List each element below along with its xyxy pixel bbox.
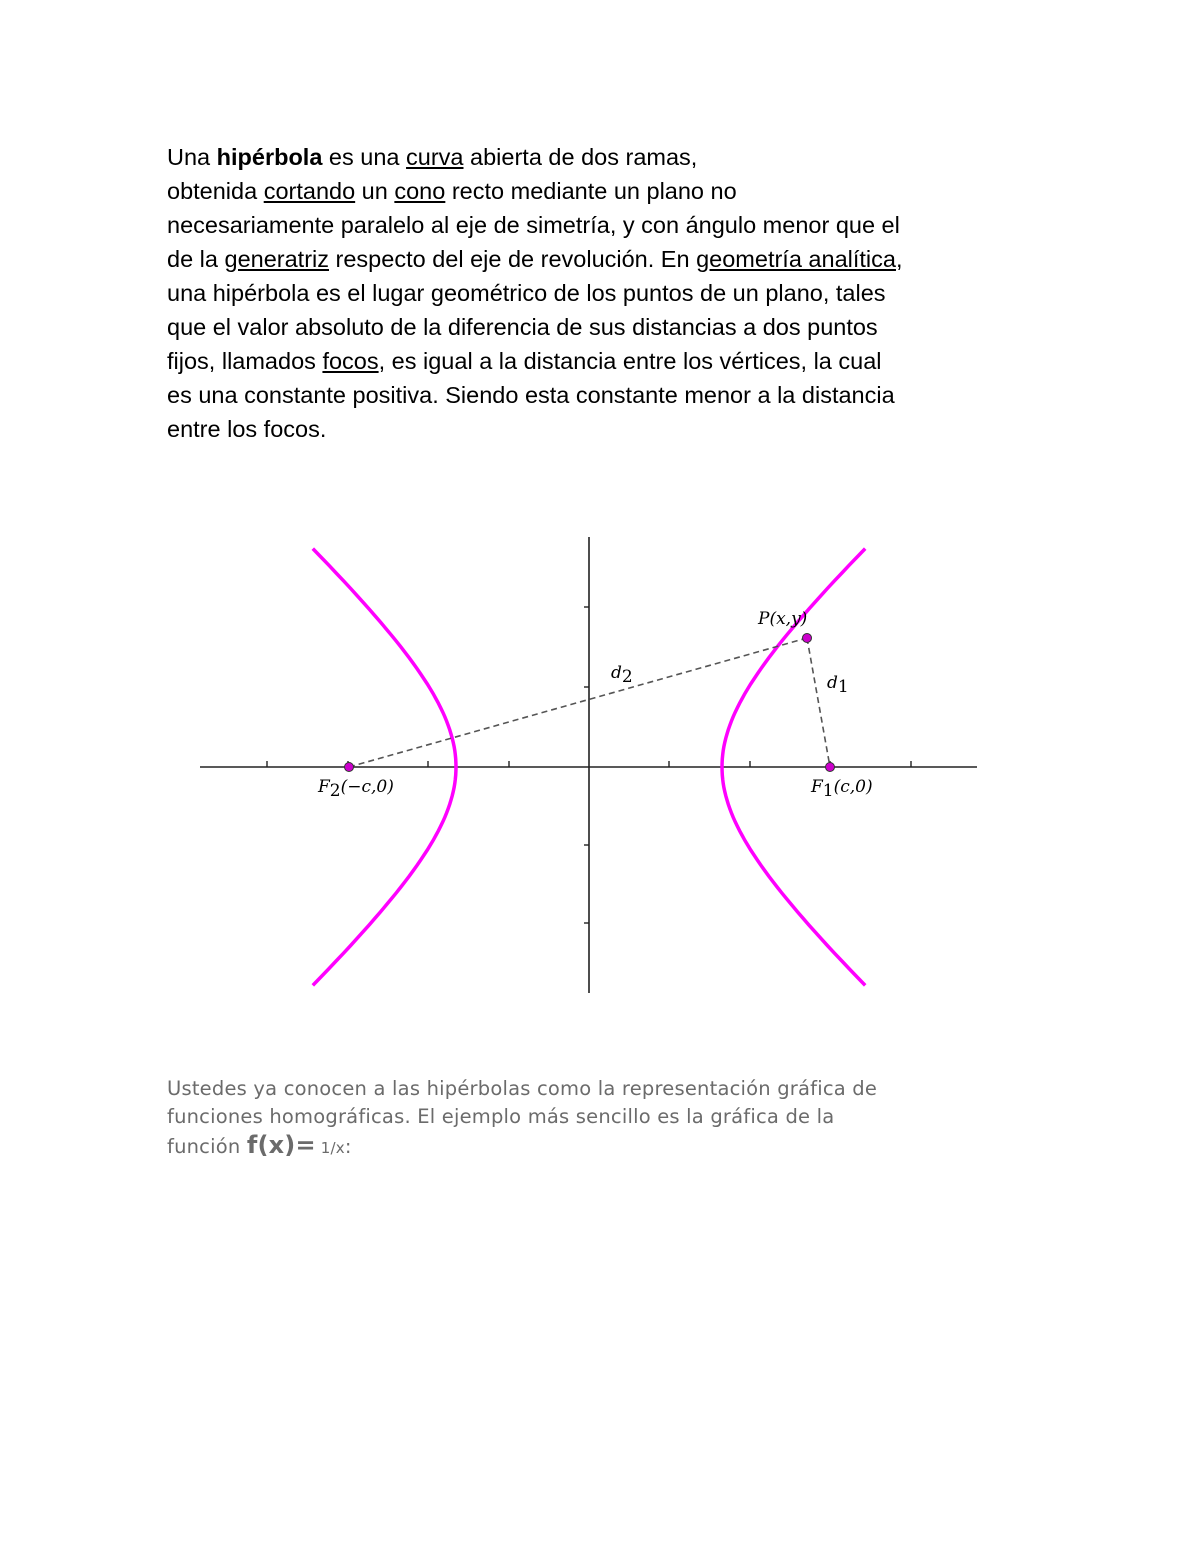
text-line: Ustedes ya conocen a las hipérbolas como la representación gráfica de <box>167 1077 878 1100</box>
link-cono[interactable]: cono <box>394 178 446 204</box>
text-line: necesariamente paralelo al eje de simetría, y con ángulo menor que el <box>167 212 900 238</box>
function-notation: f(x)= <box>246 1131 316 1159</box>
label-f1: F1(c,0) <box>811 777 873 801</box>
text: función <box>167 1135 247 1158</box>
label-p: P(x,y) <box>758 609 808 629</box>
text: Una <box>167 144 217 170</box>
label-f2: F2(−c,0) <box>318 777 394 801</box>
hyperbola-diagram <box>195 525 985 1005</box>
link-geometria-analitica[interactable]: geometría analítica <box>696 246 896 272</box>
text-line <box>167 1131 967 1162</box>
text-line <box>167 140 1047 174</box>
text: respecto del eje de revolución. En <box>329 246 697 272</box>
text-line <box>167 174 1047 208</box>
link-generatriz[interactable]: generatriz <box>224 246 329 272</box>
text: de la <box>167 246 225 272</box>
link-curva[interactable]: curva <box>406 144 464 170</box>
text-line <box>167 242 1047 276</box>
text: es una <box>322 144 407 170</box>
text-line: entre los focos. <box>167 416 327 442</box>
distance-line-d1 <box>807 638 830 767</box>
text: , es igual a la distancia entre los vértices, la cual <box>378 348 882 374</box>
bold-term-hiperbola: hipérbola <box>216 144 323 170</box>
text: fijos, llamados <box>167 348 323 374</box>
text: un <box>355 178 395 204</box>
text-line: una hipérbola es el lugar geométrico de los puntos de un plano, tales <box>167 280 886 306</box>
link-focos[interactable]: focos <box>322 348 379 374</box>
text: abierta de dos ramas, <box>463 144 698 170</box>
point-p <box>803 634 812 643</box>
text: : <box>344 1135 352 1158</box>
definition-paragraph <box>167 140 1047 446</box>
text-line: es una constante positiva. Siendo esta constante menor a la distancia <box>167 382 895 408</box>
text: , <box>895 246 903 272</box>
homographic-paragraph <box>167 1075 967 1162</box>
label-d1: d1 <box>827 673 849 697</box>
text: recto mediante un plano no <box>445 178 737 204</box>
text: obtenida <box>167 178 264 204</box>
text-line: que el valor absoluto de la diferencia de sus distancias a dos puntos <box>167 314 878 340</box>
text-line: funciones homográficas. El ejemplo más sencillo es la gráfica de la <box>167 1105 835 1128</box>
focus-point-f1 <box>826 763 835 772</box>
label-d2: d2 <box>611 663 633 687</box>
function-fraction: 1/x <box>315 1139 345 1157</box>
link-cortando[interactable]: cortando <box>263 178 356 204</box>
text-line <box>167 344 1047 378</box>
focus-point-f2 <box>345 763 354 772</box>
